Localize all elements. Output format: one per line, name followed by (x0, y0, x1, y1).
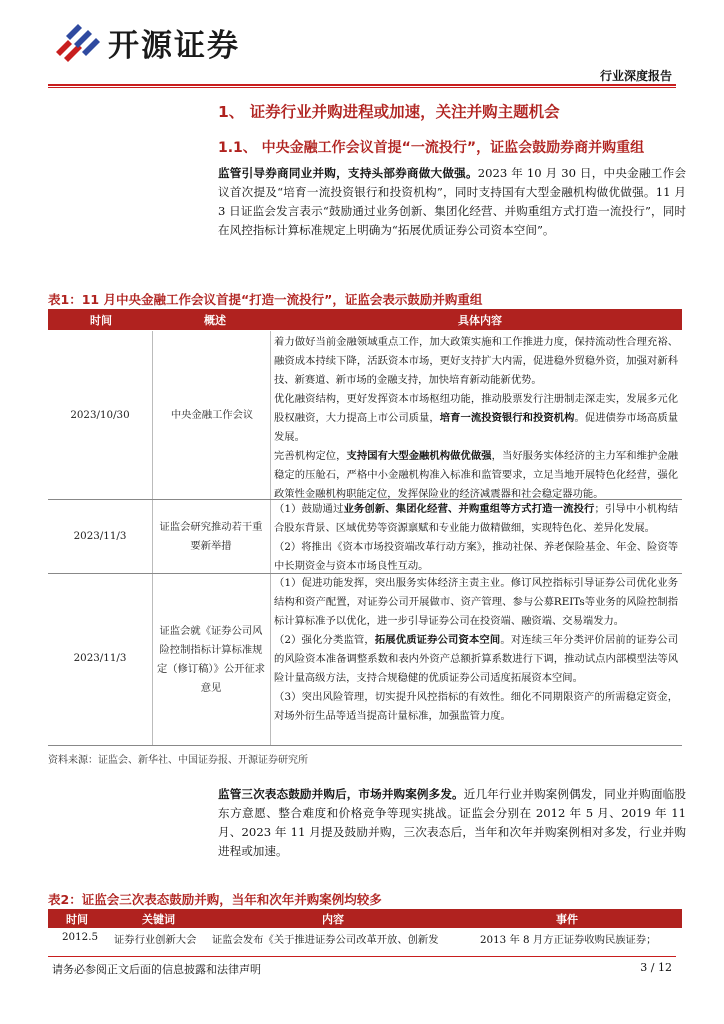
report-type-label: 行业深度报告 (599, 69, 672, 83)
body-paragraph (218, 785, 686, 861)
content-item: （1）促进功能发挥，突出服务实体经济主责主业。修订风控指标引导证券公司优化业务结构和资产配置，对证券公司开展做市、资产管理、参与公募REITs等业务的风险控制指标计算标准予以优化，进一步引导证券公司在投资端、融资端、交易端发力。 (274, 577, 678, 627)
row-event: 2013 年 8 月方正证券收购民族证券； (480, 934, 657, 946)
table1-row (48, 500, 682, 574)
row-summary: 中央金融工作会议 (170, 409, 254, 421)
row-summary: 证监会研究推动若干重要新举措 (159, 521, 263, 552)
content-item: 着力做好当前金融领域重点工作，加大政策实施和工作推进力度，保持流动性合理充裕、融资成本持续下降，活跃资本市场，更好支持扩大内需，促进稳外贸稳外资，加强对新科技、新赛道、新市场的金融支持，加快培育新动能新优势。 (274, 336, 678, 386)
table2-caption: 表2：证监会三次表态鼓励并购，当年和次年并购案例均较多 (48, 892, 382, 907)
brand-logo (52, 20, 240, 64)
table2-header-keyword: 关键词 (142, 913, 175, 926)
row-date: 2012.5 (62, 931, 99, 943)
row-keyword: 证券行业创新大会 (114, 934, 197, 946)
content-item: （1）鼓励通过业务创新、集团化经营、并购重组等方式打造一流投行；引导中小机构结合股东背景、区域优势等资源禀赋和专业能力做精做细，实现特色化、差异化发展。 (274, 503, 678, 534)
table1-header (48, 309, 682, 330)
table1-source: 资料来源：证监会、新华社、中国证券报、开源证券研究所 (48, 755, 308, 766)
paragraph-bold-lead: 监管三次表态鼓励并购后，市场并购案例多发。 (218, 787, 464, 801)
content-item: （2）将推出《资本市场投资端改革行动方案》，推动社保、养老保险基金、年金、险资等中长期资金与资本市场良性互动。 (274, 541, 678, 572)
row-date: 2023/10/30 (70, 409, 130, 421)
table2-row (48, 928, 682, 948)
table1-header-date: 时间 (90, 314, 112, 327)
table1-header-summary: 概述 (204, 314, 226, 327)
table2-header-event: 事件 (556, 913, 578, 926)
brand-name: 开源证券 (108, 27, 240, 64)
content-item: 完善机构定位，支持国有大型金融机构做优做强，当好服务实体经济的主力军和维护金融稳定的压舱石，严格中小金融机构准入标准和监管要求，立足当地开展特色化经营，强化政策性金融机构职能定位，发挥保险业的经济减震器和社会稳定器功能。 (274, 450, 679, 500)
page-number: 3 / 12 (640, 961, 672, 974)
brand-logo-icon (52, 22, 104, 62)
table1-header-content: 具体内容 (458, 314, 502, 327)
row-date: 2023/11/3 (73, 530, 127, 542)
intro-paragraph (218, 164, 686, 240)
intro-bold-lead: 监管引导券商同业并购，支持头部券商做大做强。 (218, 166, 478, 180)
table2-header-content: 内容 (322, 913, 344, 926)
section-heading: 1、 证券行业并购进程或加速，关注并购主题机会 (218, 103, 560, 121)
row-content (274, 574, 678, 726)
intro-text: 2023 年 10 月 30 日，中央金融工作会议首次提及“培育一流投资银行和投资机构”，同时支持国有大型金融机构做优做强。11 月 3 日证监会发言表示“鼓励通过业务创新、集团化经营、并购重组方式打造一流投行”，同时在风控指标计算标准规定上明确为“拓展优质证券公司资本空间”。 (218, 166, 686, 237)
row-content (274, 333, 678, 504)
table1-row (48, 574, 682, 746)
content-item: 优化融资结构，更好发挥资本市场枢纽功能，推动股票发行注册制走深走实，发展多元化股权融资，大力提高上市公司质量，培育一流投资银行和投资机构。促进债券市场高质量发展。 (274, 393, 679, 443)
row-content: 证监会发布《关于推进证券公司改革开放、创新发 (212, 934, 439, 946)
content-item: （3）突出风险管理，切实提升风控指标的有效性。细化不同期限资产的所需稳定资金，对场外衍生品等适当提高计量标准，加强监管力度。 (274, 691, 678, 722)
table2-header-date: 时间 (66, 913, 88, 926)
header-divider-thin (48, 87, 676, 88)
paragraph-text: 近几年行业并购案例偶发，同业并购面临股东方意愿、整合难度和价格竞争等现实挑战。证监会分别在 2012 年 5 月、2019 年 11 月、2023 年 11 月提及鼓励并购，三次表态后，当年和次年并购案例相对多发，行业并购进程或加速。 (218, 787, 686, 858)
footer-disclaimer: 请务必参阅正文后面的信息披露和法律声明 (52, 963, 261, 976)
header-divider (48, 84, 676, 86)
subsection-heading: 1.1、 中央金融工作会议首提“一流投行”，证监会鼓励券商并购重组 (218, 140, 645, 156)
table1-row (48, 331, 682, 500)
row-content (274, 500, 678, 576)
row-date: 2023/11/3 (73, 652, 127, 664)
content-item: （2）强化分类监管，拓展优质证券公司资本空间。对连续三年分类评价居前的证券公司的风险资本准备调整系数和表内外资产总额折算系数进行下调，推动试点内部模型法等风险计量高级方法，支持合规稳健的优质证券公司适度拓展资本空间。 (274, 634, 678, 684)
table1-caption: 表1：11 月中央金融工作会议首提“打造一流投行”，证监会表示鼓励并购重组 (48, 292, 483, 307)
table2-header (48, 909, 682, 928)
row-summary: 证监会就《证券公司风险控制指标计算标准规定（修订稿）》公开征求意见 (156, 625, 266, 694)
footer-divider (48, 956, 676, 957)
